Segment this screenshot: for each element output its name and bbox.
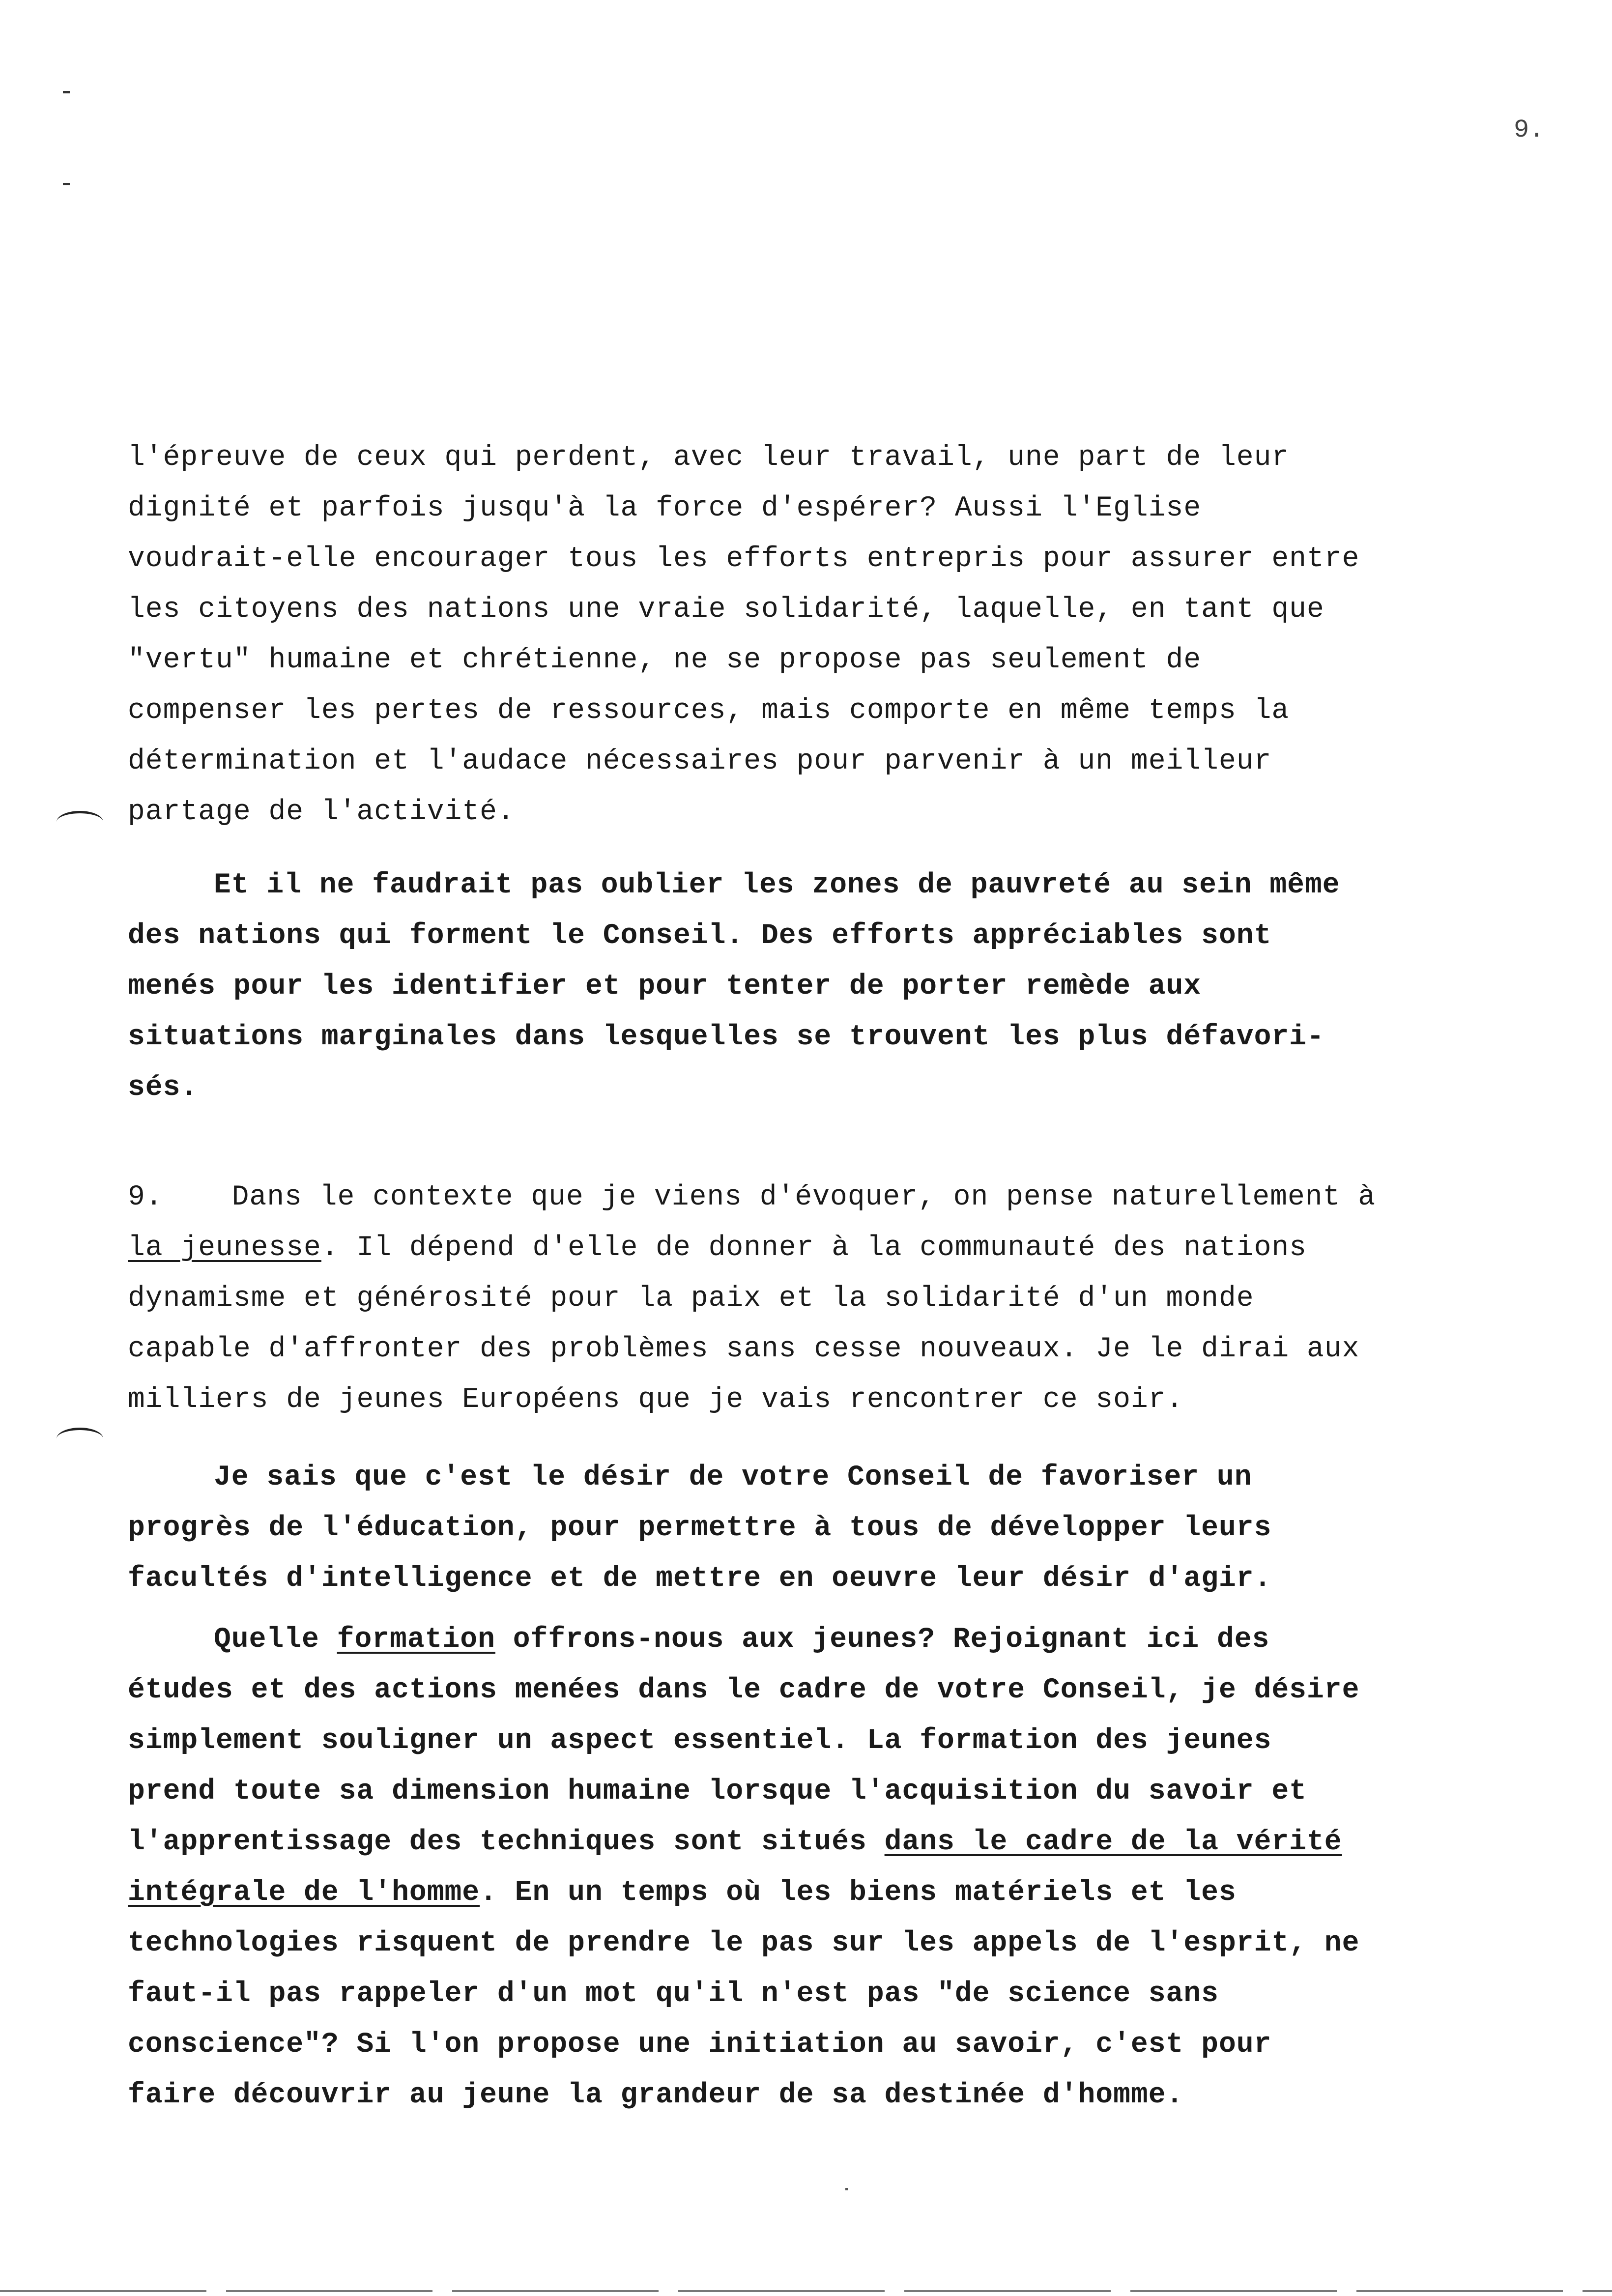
text-line: menés pour les identifier et pour tenter de porter remède aux: [128, 971, 1202, 1003]
text-line: Et il ne faudrait pas oublier les zones de pauvreté au sein même: [214, 869, 1340, 901]
text-line: faut-il pas rappeler d'un mot qu'il n'est pas "de science sans: [128, 1978, 1219, 2010]
text-line: Je sais que c'est le désir de votre Conseil de favoriser un: [214, 1462, 1252, 1493]
margin-arc-mark: [57, 1428, 103, 1450]
text-line: dignité et parfois jusqu'à la force d'espérer? Aussi l'Eglise: [128, 492, 1202, 524]
text-line: dynamisme et générosité pour la paix et la solidarité d'un monde: [128, 1283, 1254, 1315]
text-span: . Il dépend d'elle de donner à la communauté des nations: [321, 1232, 1307, 1264]
text-line: voudrait-elle encourager tous les efforts entrepris pour assurer entre: [128, 543, 1360, 575]
text-line: études et des actions menées dans le cadre de votre Conseil, je désire: [128, 1674, 1360, 1706]
underlined-phrase: dans le cadre de la vérité: [884, 1826, 1342, 1858]
underlined-phrase: intégrale de l'homme: [128, 1877, 480, 1909]
text-span: l'apprentissage des techniques sont situés: [128, 1826, 885, 1858]
text-line: sés.: [128, 1072, 199, 1104]
paragraph-4: [128, 1452, 1406, 1604]
text-line: [128, 1172, 1406, 1223]
underlined-phrase: la jeunesse: [128, 1232, 321, 1264]
section-number: 9.: [128, 1181, 163, 1213]
text-line: [128, 1614, 1406, 1665]
text-line: détermination et l'audace nécessaires pour parvenir à un meilleur: [128, 746, 1272, 777]
text-line: situations marginales dans lesquelles se trouvent les plus défavori-: [128, 1021, 1324, 1053]
margin-arc-mark: [57, 811, 103, 833]
paragraph-5: [128, 1614, 1406, 2121]
text-line: des nations qui forment le Conseil. Des efforts appréciables sont: [128, 920, 1272, 952]
text-line: [128, 1867, 1406, 1918]
scan-speck: [845, 2188, 848, 2190]
text-line: simplement souligner un aspect essentiel. La formation des jeunes: [128, 1725, 1272, 1757]
text-span: Dans le contexte que je viens d'évoquer, on pense naturellement à: [231, 1181, 1376, 1213]
text-line: faire découvrir au jeune la grandeur de sa destinée d'homme.: [128, 2079, 1184, 2111]
underlined-phrase: formation: [337, 1624, 495, 1656]
text-line: compenser les pertes de ressources, mais comporte en même temps la: [128, 695, 1290, 727]
text-line: facultés d'intelligence et de mettre en oeuvre leur désir d'agir.: [128, 1563, 1272, 1595]
paragraph-2: [128, 860, 1406, 1113]
text-span: Quelle: [214, 1624, 337, 1656]
text-line: les citoyens des nations une vraie solidarité, laquelle, en tant que: [128, 594, 1324, 626]
text-line: [128, 1223, 1406, 1273]
text-span: . En un temps où les biens matériels et les: [480, 1877, 1237, 1909]
paragraph-1: [128, 432, 1406, 837]
text-line: "vertu" humaine et chrétienne, ne se propose pas seulement de: [128, 644, 1202, 676]
margin-tick: [63, 183, 70, 185]
paragraph-3: [128, 1172, 1406, 1425]
text-line: capable d'affronter des problèmes sans cesse nouveaux. Je le dirai aux: [128, 1333, 1360, 1365]
margin-tick: [63, 91, 70, 93]
text-line: partage de l'activité.: [128, 796, 515, 828]
text-line: prend toute sa dimension humaine lorsque l'acquisition du savoir et: [128, 1776, 1307, 1808]
text-line: [128, 1817, 1406, 1867]
text-span: offrons-nous aux jeunes? Rejoignant ici des: [495, 1624, 1270, 1656]
page-number: 9.: [1514, 115, 1545, 144]
text-line: milliers de jeunes Européens que je vais rencontrer ce soir.: [128, 1384, 1184, 1416]
text-line: technologies risquent de prendre le pas sur les appels de l'esprit, ne: [128, 1927, 1360, 1959]
text-line: conscience"? Si l'on propose une initiation au savoir, c'est pour: [128, 2029, 1272, 2061]
text-line: progrès de l'éducation, pour permettre à tous de développer leurs: [128, 1512, 1272, 1544]
bottom-edge-rule: [0, 2290, 1612, 2292]
text-line: l'épreuve de ceux qui perdent, avec leur travail, une part de leur: [128, 442, 1290, 474]
